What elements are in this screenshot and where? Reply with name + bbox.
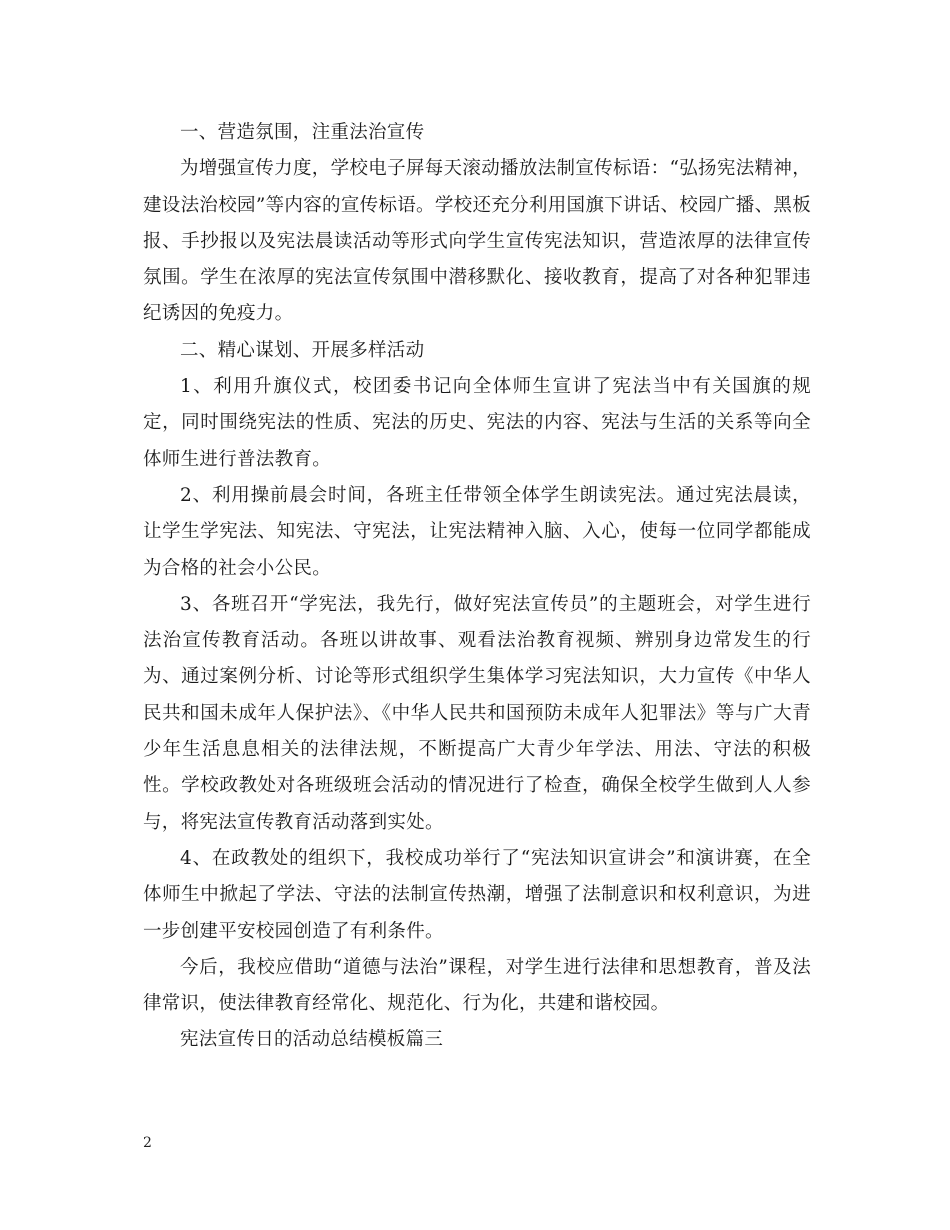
paragraph: 3、各班召开“学宪法，我先行，做好宪法宣传员”的主题班会，对学生进行法治宣传教育活动。各班以讲故事、观看法治教育视频、辨别身边常发生的行为、通过案例分析、讨论等形式组织学生集体学习宪法知识，大力宣传《中华人民共和国未成年人保护法》、《中华人民共和国预防未成年人犯罪法》等与广大青少年生活息息相关的法律法规，不断提高广大青少年学法、用法、守法的积极性。学校政教处对各班级班会活动的情况进行了检查，确保全校学生做到人人参与，将宪法宣传教育活动落到实处。 [143, 593, 811, 833]
section-title: 宪法宣传日的活动总结模板篇三 [180, 1029, 444, 1051]
document-body [143, 115, 811, 1059]
section-heading: 一、营造氛围，注重法治宣传 [180, 122, 425, 143]
paragraph: 为增强宣传力度，学校电子屏每天滚动播放法制宣传标语：“弘扬宪法精神，建设法治校园”等内容的宣传标语。学校还充分利用国旗下讲话、校园广播、黑板报、手抄报以及宪法晨读活动等形式向学生宣传宪法知识，营造浓厚的法律宣传氛围。学生在浓厚的宪法宣传氛围中潜移默化、接收教育，提高了对各种犯罪违纪诱因的免疫力。 [143, 158, 811, 325]
paragraph: 2、利用操前晨会时间，各班主任带领全体学生朗读宪法。通过宪法晨读，让学生学宪法、知宪法、守宪法，让宪法精神入脑、入心，使每一位同学都能成为合格的社会小公民。 [143, 484, 811, 579]
section-heading: 二、精心谋划、开展多样活动 [180, 339, 425, 361]
paragraph: 4、在政教处的组织下，我校成功举行了“宪法知识宣讲会”和演讲赛，在全体师生中掀起了学法、守法的法制宣传热潮，增强了法制意识和权利意识，为进一步创建平安校园创造了有利条件。 [143, 847, 811, 942]
paragraph: 今后，我校应借助“道德与法治”课程，对学生进行法律和思想教育，普及法律常识，使法律教育经常化、规范化、行为化，共建和谐校园。 [143, 956, 811, 1015]
paragraph: 1、利用升旗仪式，校团委书记向全体师生宣讲了宪法当中有关国旗的规定，同时围绕宪法的性质、宪法的历史、宪法的内容、宪法与生活的关系等向全体师生进行普法教育。 [143, 376, 811, 470]
page-number: 2 [143, 1135, 152, 1151]
